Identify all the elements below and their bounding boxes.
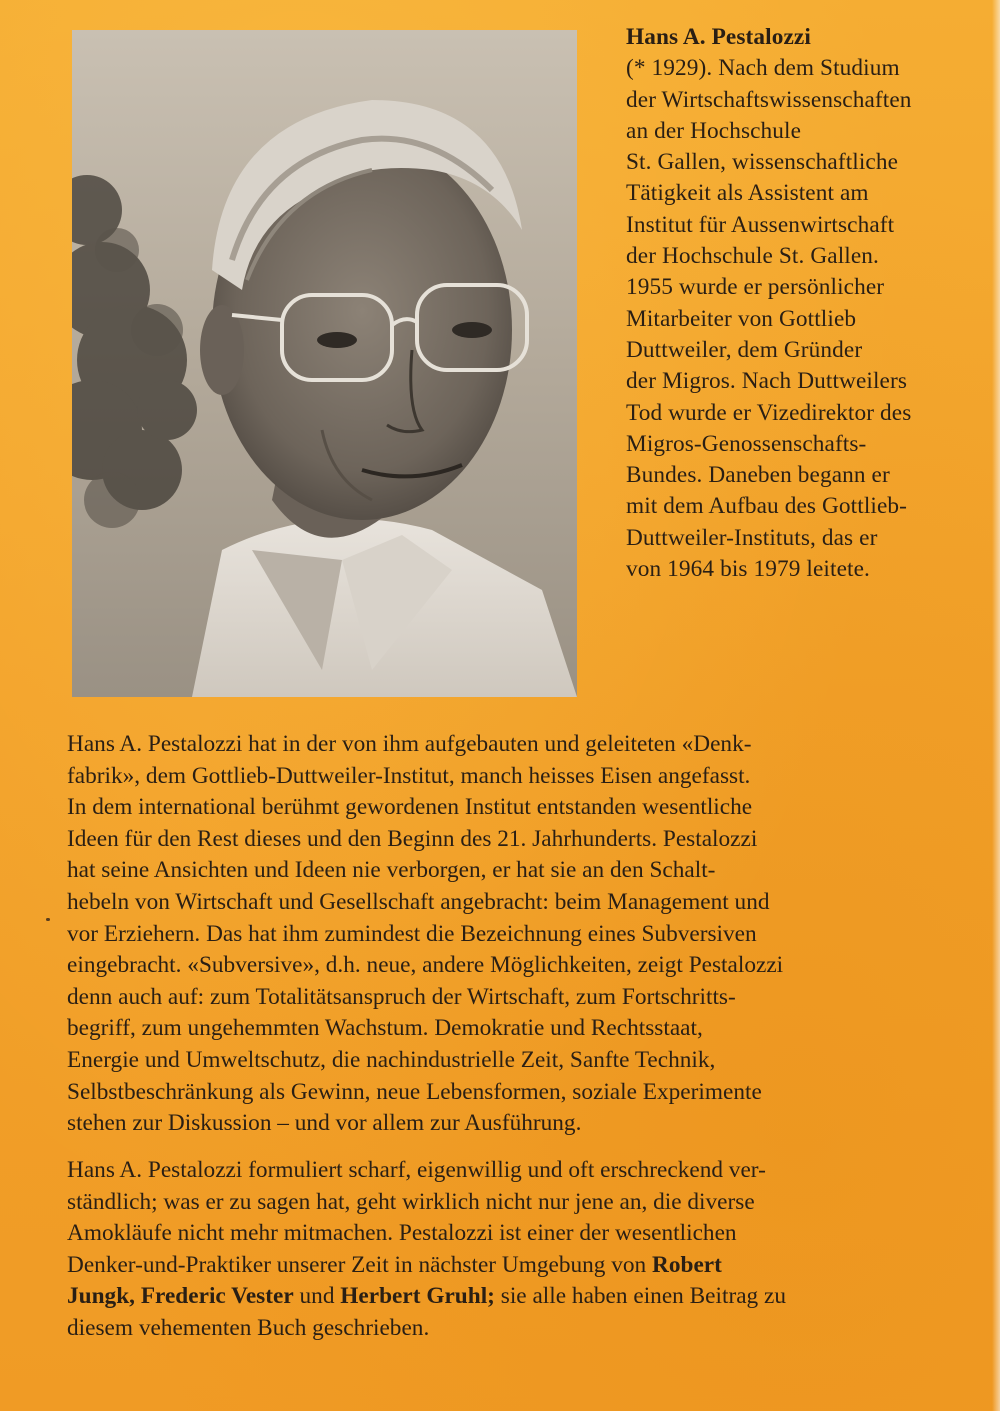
description-text: und [293, 1283, 341, 1310]
description-line: diesem vehementen Buch geschrieben. [67, 1314, 430, 1341]
bio-line: Mitarbeiter von Gottlieb [626, 305, 857, 332]
description-text: Denker-und-Praktiker unserer Zeit in nächster Umgebung von [67, 1251, 653, 1278]
bio-line: Bundes. Daneben begann er [626, 462, 890, 489]
description-text: sie alle haben einen Beitrag zu [494, 1283, 787, 1310]
contributor-name: Robert [652, 1251, 722, 1278]
portrait-illustration [72, 30, 577, 697]
description-line: Hans A. Pestalozzi formuliert scharf, eigenwillig und oft erschreckend ver- [67, 1157, 766, 1183]
bio-line: von 1964 bis 1979 leitete. [626, 556, 870, 583]
description-line: hebeln von Wirtschaft und Gesellschaft angebracht: beim Management und [67, 888, 770, 915]
bio-line: St. Gallen, wissenschaftliche [626, 149, 899, 176]
description-line: Ideen für den Rest dieses und den Beginn des 21. Jahrhunderts. Pestalozzi [67, 825, 758, 852]
description-line: In dem international berühmt gewordenen Institut entstanden wesentliche [67, 794, 753, 821]
description-line [67, 1250, 957, 1282]
bio-line: Institut für Aussenwirtschaft [626, 211, 895, 238]
bio-line: Tätigkeit als Assistent am [626, 180, 869, 207]
author-bio [626, 22, 976, 585]
description-line: vor Erziehern. Das hat ihm zumindest die Bezeichnung eines Subversiven [67, 920, 757, 947]
description-line: hat seine Ansichten und Ideen nie verborgen, er hat sie an den Schalt- [67, 857, 716, 884]
bio-line: Tod wurde er Vizedirektor des [626, 399, 912, 426]
description-line: Hans A. Pestalozzi hat in der von ihm aufgebauten und geleiteten «Denk- [67, 731, 752, 757]
bio-line: Duttweiler-Instituts, das er [626, 524, 878, 551]
contributor-name: Jungk, Frederic Vester [67, 1283, 294, 1310]
description-paragraph-1 [67, 729, 957, 1140]
bio-line: der Wirtschaftswissenschaften [626, 86, 912, 113]
bio-line: mit dem Aufbau des Gottlieb- [626, 493, 908, 520]
bio-line: Duttweiler, dem Gründer [626, 336, 863, 363]
bio-line: Migros-Genossenschafts- [626, 430, 867, 457]
description-line: stehen zur Diskussion – und vor allem zur Ausführung. [67, 1110, 582, 1137]
description-line: ständlich; was er zu sagen hat, geht wirklich nicht nur jene an, die diverse [67, 1188, 755, 1215]
description-line: fabrik», dem Gottlieb-Duttweiler-Institut, manch heisses Eisen angefasst. [67, 762, 751, 789]
contributor-name: Herbert Gruhl; [340, 1283, 495, 1310]
description-line: begriff, zum ungehemmten Wachstum. Demokratie und Rechtsstaat, [67, 1015, 703, 1042]
description-line: Selbstbeschränkung als Gewinn, neue Lebensformen, soziale Experimente [67, 1078, 762, 1105]
description-line: Amokläufe nicht mehr mitmachen. Pestalozzi ist einer der wesentlichen [67, 1220, 737, 1247]
author-name: Hans A. Pestalozzi [626, 24, 811, 50]
bio-line: (* 1929). Nach dem Studium [626, 55, 900, 82]
print-speck [46, 918, 50, 921]
bio-line: der Hochschule St. Gallen. [626, 243, 879, 270]
description-paragraph-2 [67, 1155, 957, 1345]
author-portrait-photo [72, 30, 577, 697]
bio-line: der Migros. Nach Duttweilers [626, 368, 907, 395]
bio-line: an der Hochschule [626, 117, 802, 144]
description-line: denn auch auf: zum Totalitätsanspruch der Wirtschaft, zum Fortschritts- [67, 983, 736, 1010]
bio-line: 1955 wurde er persönlicher [626, 274, 885, 301]
description-line: Energie und Umweltschutz, die nachindustrielle Zeit, Sanfte Technik, [67, 1046, 716, 1073]
description-line [67, 1281, 957, 1313]
description-line: eingebracht. «Subversive», d.h. neue, andere Möglichkeiten, zeigt Pestalozzi [67, 952, 784, 979]
